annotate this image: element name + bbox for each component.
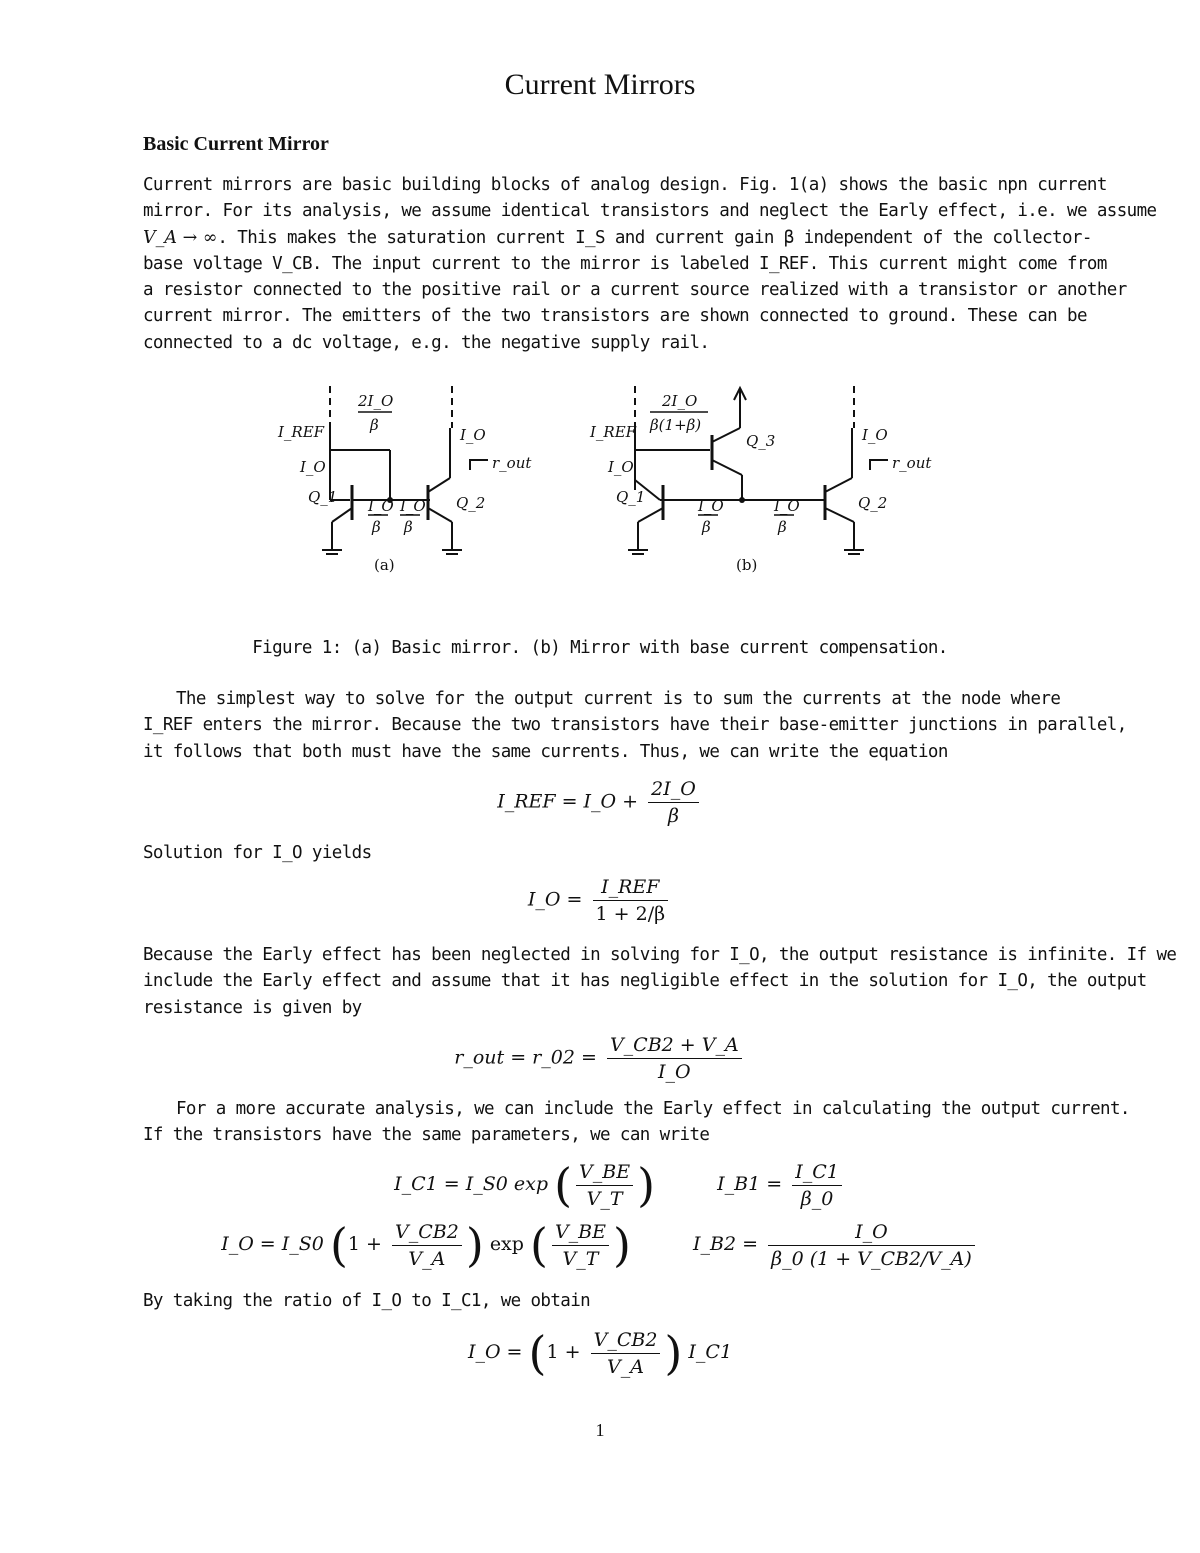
eq1-den: β [667,805,679,827]
p4-line-2: If the transistors have the same parameters, we can write [143,1125,710,1146]
fig-b-q3-label: Q_3 [746,432,776,450]
paragraph-2 [143,686,1127,765]
fig-a-beta-label: β [370,416,379,434]
equation-5: I_O = (1 + $\frac{V\_CB2}{V\_A}$ ) I_C1 [467,1326,733,1380]
solution-line [143,840,1058,866]
eq4-io: I_O [768,1221,975,1246]
eq3-num: V_CB2 + V_A [607,1034,742,1059]
fig-b-q2-label: Q_2 [858,494,888,512]
eq4-one-plus: 1 + [347,1233,382,1255]
eq4-vbe-2: V_BE [552,1221,609,1246]
eq4-ib2-den: β_0 (1 + V_CB2/V_A) [771,1247,972,1270]
fig-b-junction-dot [739,497,745,503]
fig-a-caption-label: (a) [374,556,395,574]
fig-b-io-out-label: I_O [862,426,888,444]
intro-line-5: a resistor connected to the positive rail or a current source realized with a transistor or another [143,280,1127,301]
fig-a-q1-emitter [332,508,352,522]
fig-b-iref-label: I_REF [590,423,637,441]
fig-b-caption-label: (b) [736,556,758,574]
fig-b-io-base-left: I_O [698,497,724,515]
p2-line-3: it follows that both must have the same currents. Thus, we can write the equation [143,741,948,762]
figure-caption: Figure 1: (a) Basic mirror. (b) Mirror with base current compensation. [252,638,948,658]
equation-2 [0,876,1200,925]
fig-a-io-base-right: I_O [400,497,426,515]
fig-b-q3-collector [712,428,740,442]
fig-a-2io-label: 2I_O [358,392,394,410]
p3-line-1: Because the Early effect has been neglected in solving for I_O, the output resistance is infinite. If we [143,945,1177,965]
eq5-lhs: I_O = [467,1341,523,1363]
fig-a-beta-base-right: β [404,518,413,536]
eq4-ib2-lhs: I_B2 = [693,1233,759,1255]
solution-text: Solution for I_O yields [143,843,372,863]
fig-b-beta-base-left: β [702,518,711,536]
eq2-lhs: I_O = [527,888,583,911]
intro-paragraph [143,172,1157,356]
fig-b-rout-arrow [870,460,888,470]
p3-line-2: include the Early effect and assume that it has negligible effect in the solution for I_O, the output [143,971,1147,992]
fig-a-io-base-left: I_O [368,497,394,515]
eq5-one-plus: 1 + [546,1341,581,1363]
equation-4b: I_O = I_S0 (1 + $\frac{V\_CB2}{V\_A}$ ) exp ( $\frac{V\_BE}{V\_T}$ ) I_B2 = $\frac{I\_O}{\beta\_0 (1 + V\_CB2/V\_A)}$ [0,1218,1200,1272]
fig-a-q1-label: Q_1 [308,488,338,506]
intro-line-1: Current mirrors are basic building blocks of analog design. Fig. 1(a) shows the basic npn current [143,175,1107,195]
fig-b-rout-label: r_out [892,454,932,472]
eq3-den: I_O [658,1061,691,1083]
p2-line-2: I_REF enters the mirror. Because the two transistors have their base-emitter junctions in parallel, [143,715,1127,736]
equation-4a: I_C1 = I_S0 exp ( $\frac{V\_BE}{V\_T}$ ) I_B1 = $\frac{I\_C1}{\beta\_0}$ [120,1158,1120,1212]
p2-line-1: The simplest way to solve for the output current is to sum the currents at the node where [176,689,1061,709]
fig-b-q1-label: Q_1 [616,488,646,506]
intro-line-7: connected to a dc voltage, e.g. the negative supply rail. [143,332,710,353]
fig-b-2io-label: 2I_O [662,392,698,410]
eq3-lhs: r_out = r_02 = [454,1046,597,1069]
intro-line-3-text: . This makes the saturation current I_S and current gain β independent of the collector- [217,227,1092,248]
page-number: 1 [595,1420,605,1440]
eq4-ic1: I_C1 [792,1161,842,1186]
fig-a-io-label: I_O [300,458,326,476]
fig-b-beta-base-right: β [778,518,787,536]
eq4-vt-2: V_T [562,1247,599,1270]
fig-a-iref-label: I_REF [278,423,325,441]
eq4-vcb2: V_CB2 [392,1221,462,1246]
fig-a-rout-label: r_out [492,454,532,472]
eq2-den: 1 + 2/β [595,903,666,925]
p3-line-3: resistance is given by [143,997,362,1018]
ratio-text: By taking the ratio of I_O to I_C1, we obtain [143,1291,591,1311]
intro-line-6: current mirror. The emitters of the two transistors are shown connected to ground. These can be [143,306,1087,327]
equation-3 [0,1034,1200,1083]
eq4-exp: exp [489,1233,524,1255]
eq1-num: 2I_O [648,778,699,803]
eq4-va: V_A [408,1247,446,1270]
fig-b-io-base-right: I_O [774,497,800,515]
eq4-ic1-lhs: I_C1 = I_S0 exp [394,1173,549,1195]
fig-b-q2-collector [825,478,852,492]
eq4-vbe: V_BE [576,1161,633,1186]
eq5-num: V_CB2 [591,1329,661,1354]
eq2-num: I_REF [593,876,669,901]
fig-b-q1-emitter [638,508,663,522]
equation-1 [0,778,1200,827]
fig-b-q3-emitter [712,460,742,475]
intro-line-3 [143,225,1092,251]
fig-a-io-out-label: I_O [460,426,486,444]
fig-a-beta-base-left: β [372,518,381,536]
fig-a-q2-label: Q_2 [456,494,486,512]
section-heading: Basic Current Mirror [143,133,329,155]
eq4-beta0: β_0 [800,1187,834,1210]
fig-b-q2-emitter [825,508,854,522]
paragraph-3 [143,942,1177,1021]
page-title: Current Mirrors [504,68,696,101]
p4-line-1: For a more accurate analysis, we can include the Early effect in calculating the output current. [176,1099,1130,1119]
eq5-tail: I_C1 [688,1341,733,1363]
ratio-line [143,1288,1058,1314]
circuit-figure [260,380,950,580]
eq1-lhs: I_REF = I_O + [497,790,639,813]
fig-a-rout-arrow [470,460,488,470]
fig-b-io-label: I_O [608,458,634,476]
intro-line-2: mirror. For its analysis, we assume identical transistors and neglect the Early effect, i.e. we assume [143,201,1157,222]
paragraph-4 [143,1096,1130,1149]
fig-a-q2-collector [428,478,450,492]
eq4-io-lhs: I_O = I_S0 [221,1233,324,1255]
fig-b-beta-comp-label: β(1+β) [650,416,702,434]
eq5-den: V_A [607,1355,644,1378]
eq4-ib1-lhs: I_B1 = [717,1173,783,1195]
va-infinity: V_A → ∞ [143,227,218,248]
eq4-vt: V_T [586,1187,623,1210]
fig-a-q2-emitter [428,508,452,522]
intro-line-4: base voltage V_CB. The input current to the mirror is labeled I_REF. This current might come from [143,253,1107,274]
